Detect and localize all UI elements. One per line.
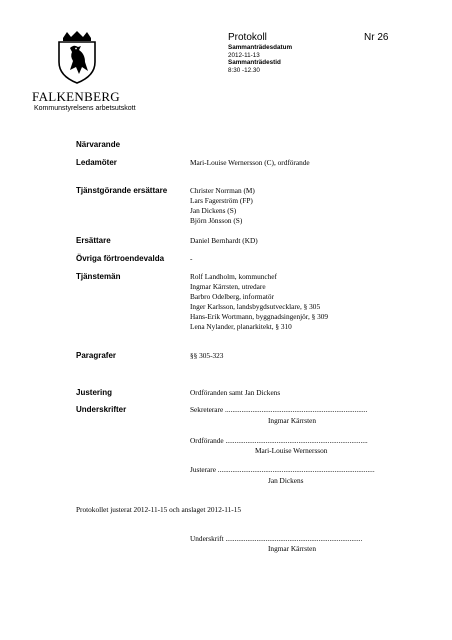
- final-role: Underskrift: [190, 534, 224, 543]
- chair-name: Mari-Louise Wernersson: [255, 446, 328, 455]
- adjusting-value: Ordföranden samt Jan Dickens: [190, 388, 281, 397]
- adjuster-signature-line: [190, 465, 375, 474]
- members-list: Mari-Louise Wernersson (C), ordförande: [190, 158, 310, 167]
- paragraphs-label: Paragrafer: [76, 351, 117, 360]
- officials-label: Tjänstemän: [76, 272, 121, 281]
- secretary-role: Sekreterare: [190, 405, 224, 414]
- adjuster-name: Jan Dickens: [268, 476, 304, 485]
- paragraphs-value: §§ 305-323: [190, 351, 224, 360]
- committee-name: Kommunstyrelsens arbetsutskott: [34, 105, 136, 112]
- meeting-time: 8:30 -12.30: [228, 66, 260, 74]
- other-officials-value: -: [190, 254, 193, 263]
- other-officials-label: Övriga förtroendevalda: [76, 254, 165, 263]
- secretary-name: Ingmar Kärrsten: [268, 416, 317, 425]
- present-label: Närvarande: [76, 140, 121, 149]
- secretary-signature-line: [190, 405, 367, 414]
- town-name: FALKENBERG: [32, 89, 120, 104]
- dotted-line: ...........................................................................: [225, 534, 363, 543]
- dotted-line: ..............................................................................: [225, 405, 368, 414]
- protocol-title: Protokoll: [228, 32, 267, 43]
- adjuster-role: Justerare: [190, 465, 216, 474]
- substitutes-label: Ersättare: [76, 236, 111, 245]
- meeting-date: 2012-11-13: [228, 51, 260, 59]
- officials-list: Rolf Landholm, kommunchef Ingmar Kärrsten, utredare Barbro Odelberg, informatör Inger Karlsson, landsbygdsutvecklare, § 305 Hans-Erik Wortmann, byggnadsingenjör, § 309 Lena Nylander, planarkitekt, § 310: [190, 272, 329, 331]
- chair-signature-line: [190, 436, 368, 445]
- adjusting-label: Justering: [76, 388, 113, 397]
- substitutes-list: Daniel Bernhardt (KD): [190, 236, 258, 245]
- protocol-adjusted-note: Protokollet justerat 2012-11-15 och anslaget 2012-11-15: [76, 505, 242, 514]
- dotted-line: ..............................................................................: [225, 436, 368, 445]
- substitutes-serving-list: Christer Norrman (M) Lars Fagerström (FP) Jan Dickens (S) Björn Jönsson (S): [190, 186, 255, 225]
- municipal-crest-icon: [55, 30, 99, 84]
- meeting-time-label: Sammanträdestid: [228, 59, 281, 66]
- protocol-number: Nr 26: [364, 32, 389, 43]
- final-signer-name: Ingmar Kärrsten: [268, 544, 317, 553]
- final-signature-line: [190, 534, 362, 543]
- substitutes-serving-label: Tjänstgörande ersättare: [76, 186, 168, 195]
- members-label: Ledamöter: [76, 158, 117, 167]
- meeting-date-label: Sammanträdesdatum: [228, 44, 293, 51]
- signatures-label: Underskrifter: [76, 405, 127, 414]
- dotted-line: ......................................................................................: [217, 465, 375, 474]
- chair-role: Ordförande: [190, 436, 224, 445]
